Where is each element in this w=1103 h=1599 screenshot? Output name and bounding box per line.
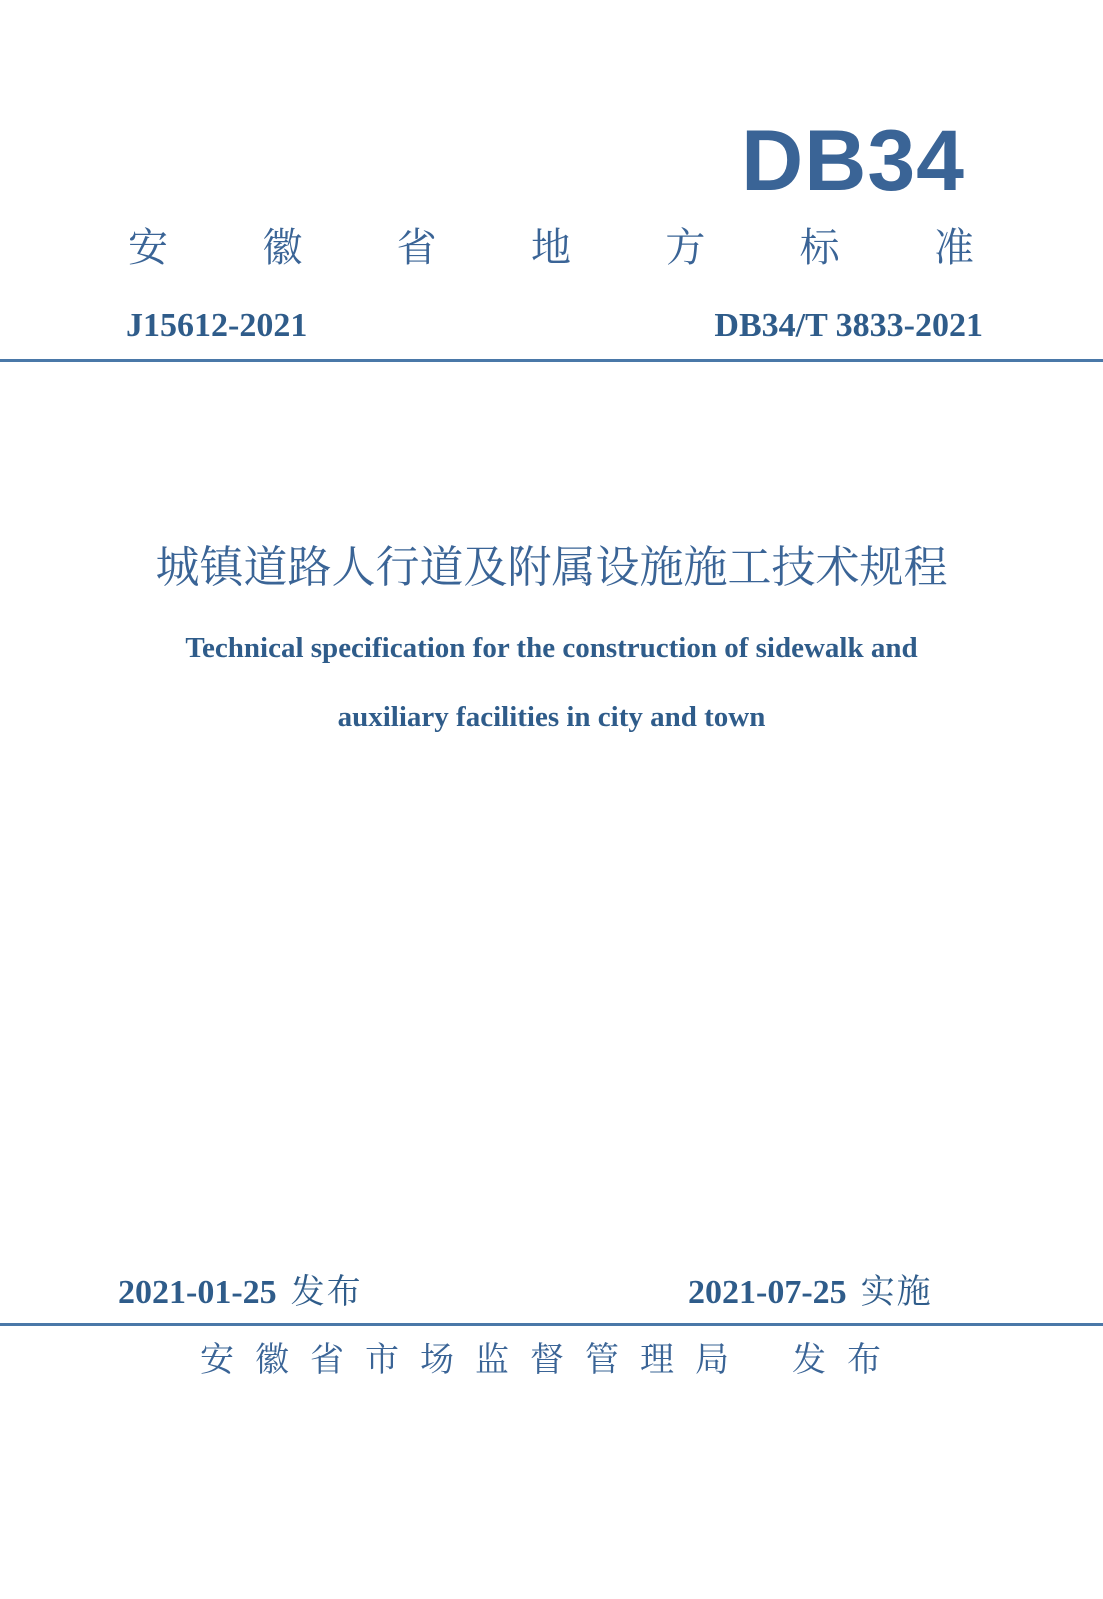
issue-label: 发布 bbox=[290, 1272, 363, 1312]
implement-label: 实施 bbox=[860, 1272, 933, 1312]
bottom-divider bbox=[0, 1323, 1103, 1326]
issuer-name: 安徽省市场监督管理局 bbox=[200, 1340, 750, 1380]
issue-date-block bbox=[118, 1270, 363, 1315]
document-title-english-line1: Technical specification for the construction of sidewalk and bbox=[185, 632, 918, 664]
document-title-english-line2: auxiliary facilities in city and town bbox=[337, 701, 766, 733]
document-title-chinese: 城镇道路人行道及附属设施施工技术规程 bbox=[155, 542, 948, 593]
issue-date: 2021-01-25 bbox=[118, 1274, 277, 1311]
standard-type-char: 标 bbox=[799, 225, 840, 271]
standard-type-title bbox=[128, 222, 974, 274]
standard-code-heading: DB34 bbox=[741, 113, 965, 209]
top-divider bbox=[0, 359, 1103, 362]
standard-number: DB34/T 3833-2021 bbox=[714, 307, 983, 344]
standard-type-char: 准 bbox=[933, 225, 974, 271]
standard-type-char: 安 bbox=[128, 225, 168, 271]
standard-type-char: 省 bbox=[396, 225, 437, 271]
implement-date: 2021-07-25 bbox=[688, 1274, 847, 1311]
record-number: J15612-2021 bbox=[126, 307, 308, 344]
issuing-authority bbox=[200, 1336, 902, 1384]
standard-type-char: 徽 bbox=[262, 225, 303, 271]
implement-date-block bbox=[688, 1270, 933, 1315]
standard-type-char: 地 bbox=[530, 225, 571, 271]
issuer-action: 发布 bbox=[792, 1340, 902, 1380]
standard-type-char: 方 bbox=[665, 225, 706, 271]
